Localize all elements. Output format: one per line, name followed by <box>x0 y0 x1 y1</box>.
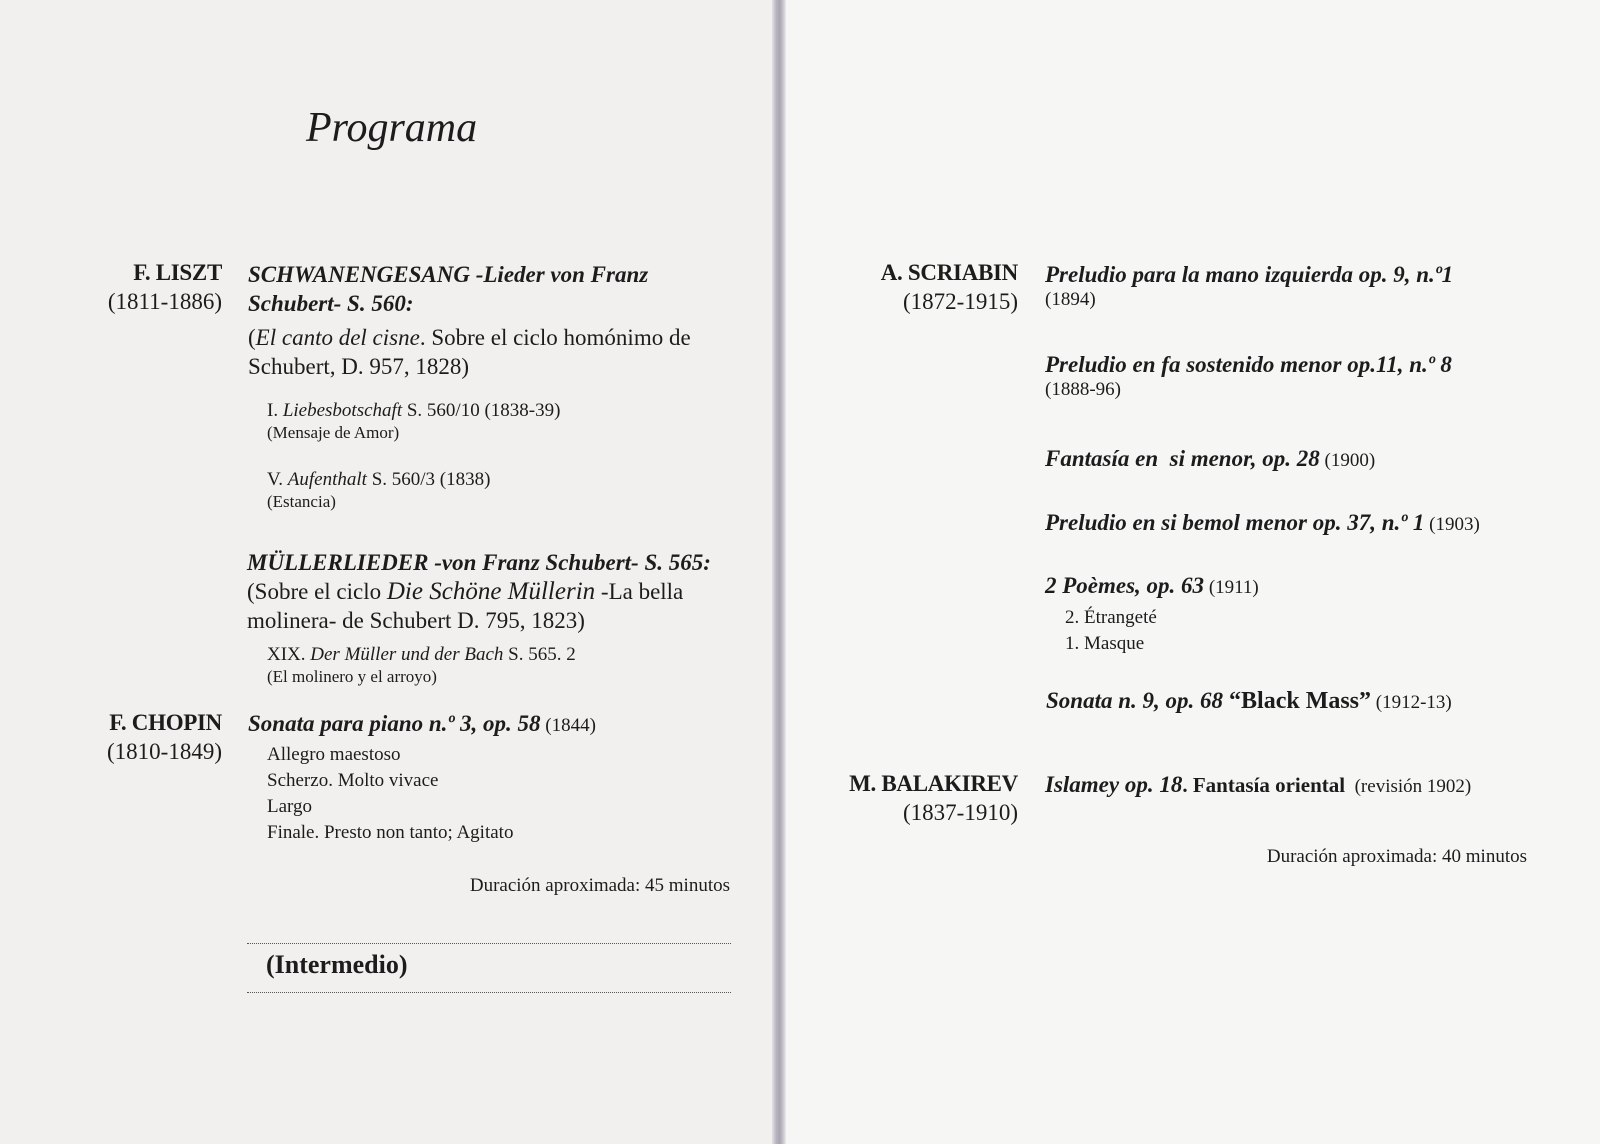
song-number: V. <box>267 469 288 490</box>
work-year: (1894) <box>1045 289 1096 310</box>
song-catalog: S. 560/3 (1838) <box>366 469 491 490</box>
page-title: Programa <box>306 105 478 151</box>
duration-left: Duración aproximada: 45 minutos <box>469 875 730 896</box>
composer-dates: (1872-1915) <box>903 289 1018 314</box>
work-description <box>248 323 728 352</box>
work-title-line1: SCHWANENGESANG -Lieder von Franz <box>248 262 649 287</box>
work-title: Sonata para piano n.º 3, op. 58 <box>248 711 541 736</box>
work-scriabin-fantasia <box>1045 444 1375 475</box>
work-title: 2 Poèmes, op. 63 <box>1045 573 1205 598</box>
intermission: (Intermedio) <box>266 950 408 979</box>
desc-italic: El canto del cisne <box>255 325 420 350</box>
desc-paren: ( <box>248 325 256 350</box>
composer-dates: (1837-1910) <box>903 800 1018 825</box>
composer-scriabin <box>830 258 1018 316</box>
work-description-line2: molinera- de Schubert D. 795, 1823) <box>247 608 585 633</box>
work-title: MÜLLERLIEDER -von Franz Schubert- S. 565: <box>247 550 711 575</box>
work-year: (1912-13) <box>1371 692 1452 713</box>
composer-name: F. LISZT <box>133 260 222 285</box>
movement: Allegro maestoso <box>267 744 401 765</box>
work-subtitle: . Fantasía oriental <box>1182 773 1346 797</box>
work-description <box>247 577 737 606</box>
work-schwanengesang <box>248 260 728 381</box>
song-der-muller <box>267 644 727 688</box>
book-spine <box>772 0 786 1144</box>
song-title: Aufenthalt <box>287 469 367 490</box>
movement: Largo <box>267 796 313 817</box>
work-title-line2: Schubert- S. 560: <box>248 291 414 316</box>
song-translation: (Estancia) <box>267 492 336 511</box>
work-scriabin-prelude-op11 <box>1045 350 1452 401</box>
work-title: Preludio en fa sostenido menor op.11, n.º 8 <box>1045 352 1452 377</box>
work-year: (1900) <box>1319 450 1376 471</box>
work-title: Preludio para la mano izquierda op. 9, n.º1 <box>1045 262 1454 287</box>
work-title: Fantasía en si menor, op. 28 <box>1045 446 1320 471</box>
desc-italic: Die Schöne Müllerin <box>386 578 596 605</box>
composer-liszt <box>60 258 222 316</box>
work-nickname: “Black Mass” <box>1223 688 1372 714</box>
divider-top <box>247 943 731 944</box>
song-number: I. <box>267 400 283 421</box>
work-mullerlieder <box>247 548 737 635</box>
poeme-part: 1. Masque <box>1065 633 1145 654</box>
divider-bottom <box>247 992 731 993</box>
work-scriabin-prelude-op37 <box>1045 508 1480 539</box>
song-line <box>267 644 727 666</box>
composer-dates: (1810-1849) <box>107 739 222 764</box>
song-title: Der Müller und der Bach <box>310 644 504 665</box>
work-year: (1888-96) <box>1045 379 1121 400</box>
desc-pre: (Sobre el ciclo <box>247 579 387 604</box>
work-description-line2: Schubert, D. 957, 1828) <box>248 354 470 379</box>
composer-dates: (1811-1886) <box>107 289 222 314</box>
song-catalog: S. 565. 2 <box>503 644 576 665</box>
poeme-part: 2. Étrangeté <box>1065 607 1157 628</box>
song-catalog: S. 560/10 (1838-39) <box>402 400 561 421</box>
work-scriabin-prelude-op9 <box>1045 260 1453 311</box>
composer-chopin <box>60 708 222 766</box>
song-number: XIX. <box>267 644 311 665</box>
poemes-parts <box>1065 605 1157 657</box>
movement-list <box>267 742 513 846</box>
song-line <box>267 469 727 491</box>
composer-balakirev <box>810 769 1018 827</box>
work-title: Preludio en si bemol menor op. 37, n.º 1 <box>1045 510 1425 535</box>
movement: Scherzo. Molto vivace <box>267 770 439 791</box>
work-year: (1844) <box>540 715 596 736</box>
work-title: Sonata n. 9, op. 68 <box>1046 688 1224 713</box>
song-translation: (Mensaje de Amor) <box>267 423 400 442</box>
song-liebesbotschaft <box>267 400 727 444</box>
work-scriabin-poemes <box>1045 571 1259 602</box>
composer-name: A. SCRIABIN <box>880 260 1018 285</box>
desc-rest: -La bella <box>595 579 684 604</box>
work-year: (revisión 1902) <box>1345 776 1472 797</box>
work-balakirev-islamey <box>1045 770 1471 801</box>
work-year: (1911) <box>1204 577 1259 598</box>
work-chopin-sonata <box>248 709 596 740</box>
work-title: Islamey op. 18 <box>1045 772 1183 797</box>
work-scriabin-sonata9 <box>1046 686 1452 717</box>
work-year: (1903) <box>1424 514 1480 535</box>
song-title: Liebesbotschaft <box>282 400 403 421</box>
song-translation: (El molinero y el arroyo) <box>267 667 437 686</box>
duration-right: Duración aproximada: 40 minutos <box>1266 846 1527 867</box>
desc-rest: . Sobre el ciclo homónimo de <box>419 325 691 350</box>
song-aufenthalt <box>267 469 727 513</box>
movement: Finale. Presto non tanto; Agitato <box>267 822 514 843</box>
song-line <box>267 400 727 422</box>
composer-name: M. BALAKIREV <box>849 771 1018 796</box>
composer-name: F. CHOPIN <box>109 710 222 735</box>
